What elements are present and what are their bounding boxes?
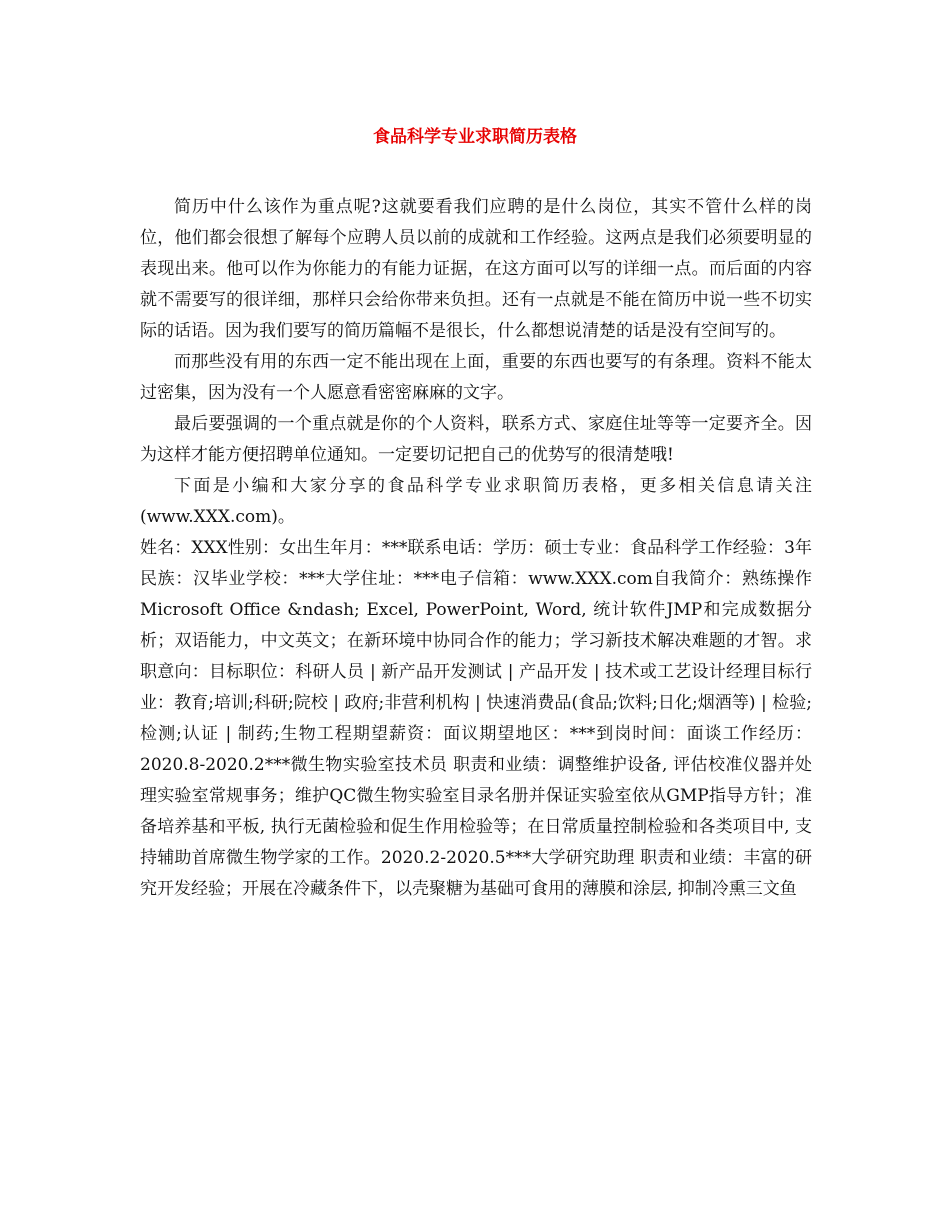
resume-block: 姓名：XXX性别：女出生年月：***联系电话：学历：硕士专业：食品科学工作经验：3年民族：汉毕业学校：***大学住址：***电子信箱：www.XXX.com自我简介：熟练操作Microsoft Office &ndash; Excel, PowerPoint, Word, 统计软件JMP和完成数据分析；双语能力，中文英文；在新环境中协同合作的能力；学习新技术解决难题的才智。求职意向：目标职位：科研人员 | 新产品开发测试 | 产品开发 | 技术或工艺设计经理目标行业：教育;培训;科研;院校 | 政府;非营利机构 | 快速消费品(食品;饮料;日化;烟酒等) | 检验;检测;认证 | 制药;生物工程期望薪资：面议期望地区：***到岗时间：面谈工作经历：2020.8-2020.2***微生物实验室技术员 职责和业绩：调整维护设备, 评估校准仪器并处理实验室常规事务；维护QC微生物实验室目录名册并保证实验室依从GMP指导方针；准备培养基和平板, 执行无菌检验和促生作用检验等；在日常质量控制检验和各类项目中, 支持辅助首席微生物学家的工作。2020.2-2020.5***大学研究助理 职责和业绩：丰富的研究开发经验；开展在冷藏条件下，以壳聚糖为基础可食用的薄膜和涂层, 抑制冷熏三文鱼 — [140, 538, 812, 899]
paragraph-personal-info-tips: 最后要强调的一个重点就是你的个人资料，联系方式、家庭住址等等一定要齐全。因为这样才能方便招聘单位通知。一定要切记把自己的优势写的很清楚哦! — [140, 414, 812, 465]
paragraph-intro: 简历中什么该作为重点呢?这就要看我们应聘的是什么岗位，其实不管什么样的岗位，他们都会很想了解每个应聘人员以前的成就和工作经验。这两点是我们必须要明显的表现出来。他可以作为你能力的有能力证据，在这方面可以写的详细一点。而后面的内容就不需要写的很详细，那样只会给你带来负担。还有一点就是不能在简历中说一些不切实际的话语。因为我们要写的简历篇幅不是很长，什么都想说清楚的话是没有空间写的。 — [140, 197, 812, 341]
document-body — [140, 192, 812, 905]
paragraph-share-note: 下面是小编和大家分享的食品科学专业求职简历表格，更多相关信息请关注(www.XXX.com)。 — [140, 476, 812, 527]
document-title: 食品科学专业求职简历表格 — [373, 127, 577, 147]
paragraph-content-tips: 而那些没有用的东西一定不能出现在上面，重要的东西也要写的有条理。资料不能太过密集，因为没有一个人愿意看密密麻麻的文字。 — [140, 352, 812, 403]
